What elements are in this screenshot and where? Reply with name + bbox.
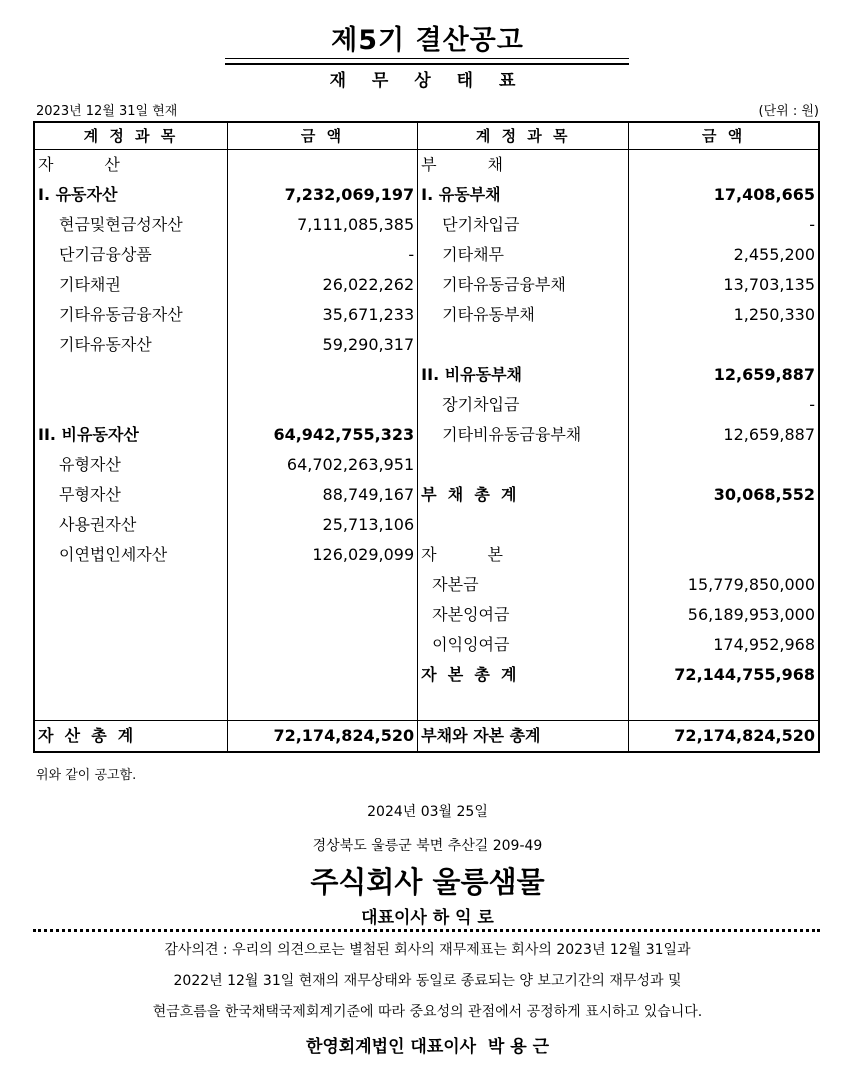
- current-liabilities-amount: 17,408,665: [713, 185, 815, 204]
- current-assets-label: I. 유동자산: [34, 180, 227, 210]
- table-row: [34, 540, 819, 570]
- cell-amount: [629, 510, 819, 540]
- table-row: [34, 150, 819, 181]
- cell-amount: -: [809, 215, 815, 234]
- cell-account: 무형자산: [34, 480, 227, 510]
- cell-account: 기타유동금융자산: [34, 300, 227, 330]
- audit-opinion-line-1: 감사의견 : 우리의 의견으로는 별첨된 회사의 재무제표는 회사의 2023년 12월 31일과: [164, 942, 691, 958]
- cell-account: 현금및현금성자산: [34, 210, 227, 240]
- cell-account: 사용권자산: [34, 510, 227, 540]
- table-row: [34, 450, 819, 480]
- cell-account: [418, 330, 629, 360]
- cell-amount: [227, 360, 417, 390]
- cell-account: 기타채무: [418, 240, 629, 270]
- cell-amount: 2,455,200: [733, 245, 815, 264]
- total-assets-label: 자 산 총 계: [34, 721, 227, 753]
- cell-amount: 88,749,167: [227, 480, 417, 510]
- auditor-name: 한영회계법인 대표이사 박 용 근: [305, 1037, 550, 1057]
- cell-account: [34, 570, 227, 600]
- page-title: 제5기 결산공고: [331, 25, 524, 56]
- cell-account: [34, 630, 227, 660]
- total-liabilities-amount: 30,068,552: [713, 485, 815, 504]
- noncurrent-liabilities-amount: 12,659,887: [713, 365, 815, 384]
- table-row: [34, 480, 819, 510]
- cell-amount: 59,290,317: [227, 330, 417, 360]
- totals-row: [34, 721, 819, 753]
- total-liabilities-equity-label: 부채와 자본 총계: [418, 721, 629, 753]
- table-row: [34, 420, 819, 450]
- total-liabilities-equity-amount: 72,174,824,520: [629, 721, 819, 753]
- cell-account: [418, 450, 629, 480]
- table-row: [34, 180, 819, 210]
- table-row: [34, 630, 819, 660]
- cell-amount: 15,779,850,000: [687, 575, 815, 594]
- balance-sheet-table: [33, 121, 820, 753]
- cell-account: 기타유동자산: [34, 330, 227, 360]
- left-amount-header: 금 액: [227, 122, 417, 150]
- ceo-name: 대표이사 하 익 로: [361, 908, 494, 928]
- cell-account: [34, 390, 227, 420]
- table-header-row: [34, 122, 819, 150]
- total-assets-amount: 72,174,824,520: [227, 721, 417, 753]
- cell-amount: 12,659,887: [723, 425, 815, 444]
- cell-amount: -: [227, 240, 417, 270]
- cell-amount: [227, 150, 417, 181]
- cell-account: 이연법인세자산: [34, 540, 227, 570]
- cell-account: 기타비유동금융부채: [418, 420, 629, 450]
- cell-amount: [227, 600, 417, 630]
- table-row: [34, 570, 819, 600]
- cell-amount: 64,702,263,951: [227, 450, 417, 480]
- table-row: [34, 660, 819, 690]
- cell-amount: 13,703,135: [723, 275, 815, 294]
- cell-account: 자본금: [418, 570, 629, 600]
- cell-account: 이익잉여금: [418, 630, 629, 660]
- cell-amount: [629, 330, 819, 360]
- table-row: [34, 270, 819, 300]
- current-liabilities-label: I. 유동부채: [418, 180, 629, 210]
- cell-amount: [629, 540, 819, 570]
- table-row: [34, 510, 819, 540]
- cell-account: 유형자산: [34, 450, 227, 480]
- total-liabilities-label: 부 채 총 계: [418, 480, 629, 510]
- table-row: [34, 210, 819, 240]
- title-double-rule: [225, 58, 629, 65]
- table-row: [34, 240, 819, 270]
- total-equity-amount: 72,144,755,968: [674, 665, 815, 684]
- right-account-header: 계 정 과 목: [418, 122, 629, 150]
- cell-account: [418, 510, 629, 540]
- cell-amount: 1,250,330: [733, 305, 815, 324]
- cell-amount: [629, 450, 819, 480]
- cell-amount: [629, 150, 819, 181]
- current-assets-amount: 7,232,069,197: [227, 180, 417, 210]
- cell-account: [34, 360, 227, 390]
- table-row: [34, 300, 819, 330]
- cell-amount: 26,022,262: [227, 270, 417, 300]
- cell-amount: -: [809, 395, 815, 414]
- announcement-note: 위와 같이 공고함.: [36, 768, 137, 783]
- announcement-date: 2024년 03월 25일: [367, 804, 488, 820]
- cell-account: [34, 600, 227, 630]
- cell-amount: 7,111,085,385: [227, 210, 417, 240]
- cell-account: 자본잉여금: [418, 600, 629, 630]
- cell-amount: 35,671,233: [227, 300, 417, 330]
- table-row: [34, 600, 819, 630]
- cell-amount: [227, 390, 417, 420]
- unit-label: (단위 : 원): [758, 104, 819, 119]
- noncurrent-assets-label: II. 비유동자산: [34, 420, 227, 450]
- cell-amount: [227, 630, 417, 660]
- cell-amount: [227, 660, 417, 690]
- cell-amount: [227, 570, 417, 600]
- cell-account: 단기차입금: [418, 210, 629, 240]
- table-row: [34, 390, 819, 420]
- cell-amount: 56,189,953,000: [687, 605, 815, 624]
- table-row: [34, 360, 819, 390]
- date-basis: 2023년 12월 31일 현재: [36, 104, 178, 119]
- table-row: [34, 330, 819, 360]
- spacer-row: [34, 690, 819, 721]
- cell-amount: 126,029,099: [227, 540, 417, 570]
- dotted-separator: [33, 929, 820, 932]
- cell-account: 기타유동금융부채: [418, 270, 629, 300]
- equity-section-label: 자 본: [418, 540, 629, 570]
- noncurrent-assets-amount: 64,942,755,323: [227, 420, 417, 450]
- audit-opinion-line-2: 2022년 12월 31일 현재의 재무상태와 동일로 종료되는 양 보고기간의 재무성과 및: [173, 973, 682, 989]
- liability-section-label: 부 채: [418, 150, 629, 181]
- noncurrent-liabilities-label: II. 비유동부채: [418, 360, 629, 390]
- cell-account: 기타유동부채: [418, 300, 629, 330]
- company-address: 경상북도 울릉군 북면 추산길 209-49: [312, 838, 543, 854]
- left-account-header: 계 정 과 목: [34, 122, 227, 150]
- statement-title: 재 무 상 태 표: [329, 71, 526, 91]
- total-equity-label: 자 본 총 계: [418, 660, 629, 690]
- cell-amount: 25,713,106: [227, 510, 417, 540]
- right-amount-header: 금 액: [629, 122, 819, 150]
- cell-account: 기타채권: [34, 270, 227, 300]
- cell-amount: 174,952,968: [713, 635, 815, 654]
- asset-section-label: 자 산: [34, 150, 227, 181]
- cell-account: 단기금융상품: [34, 240, 227, 270]
- company-name: 주식회사 울릉샘물: [310, 865, 545, 899]
- cell-account: [34, 660, 227, 690]
- cell-account: 장기차입금: [418, 390, 629, 420]
- audit-opinion-line-3: 현금흐름을 한국채택국제회계기준에 따라 중요성의 관점에서 공정하게 표시하고 있습니다.: [152, 1004, 703, 1020]
